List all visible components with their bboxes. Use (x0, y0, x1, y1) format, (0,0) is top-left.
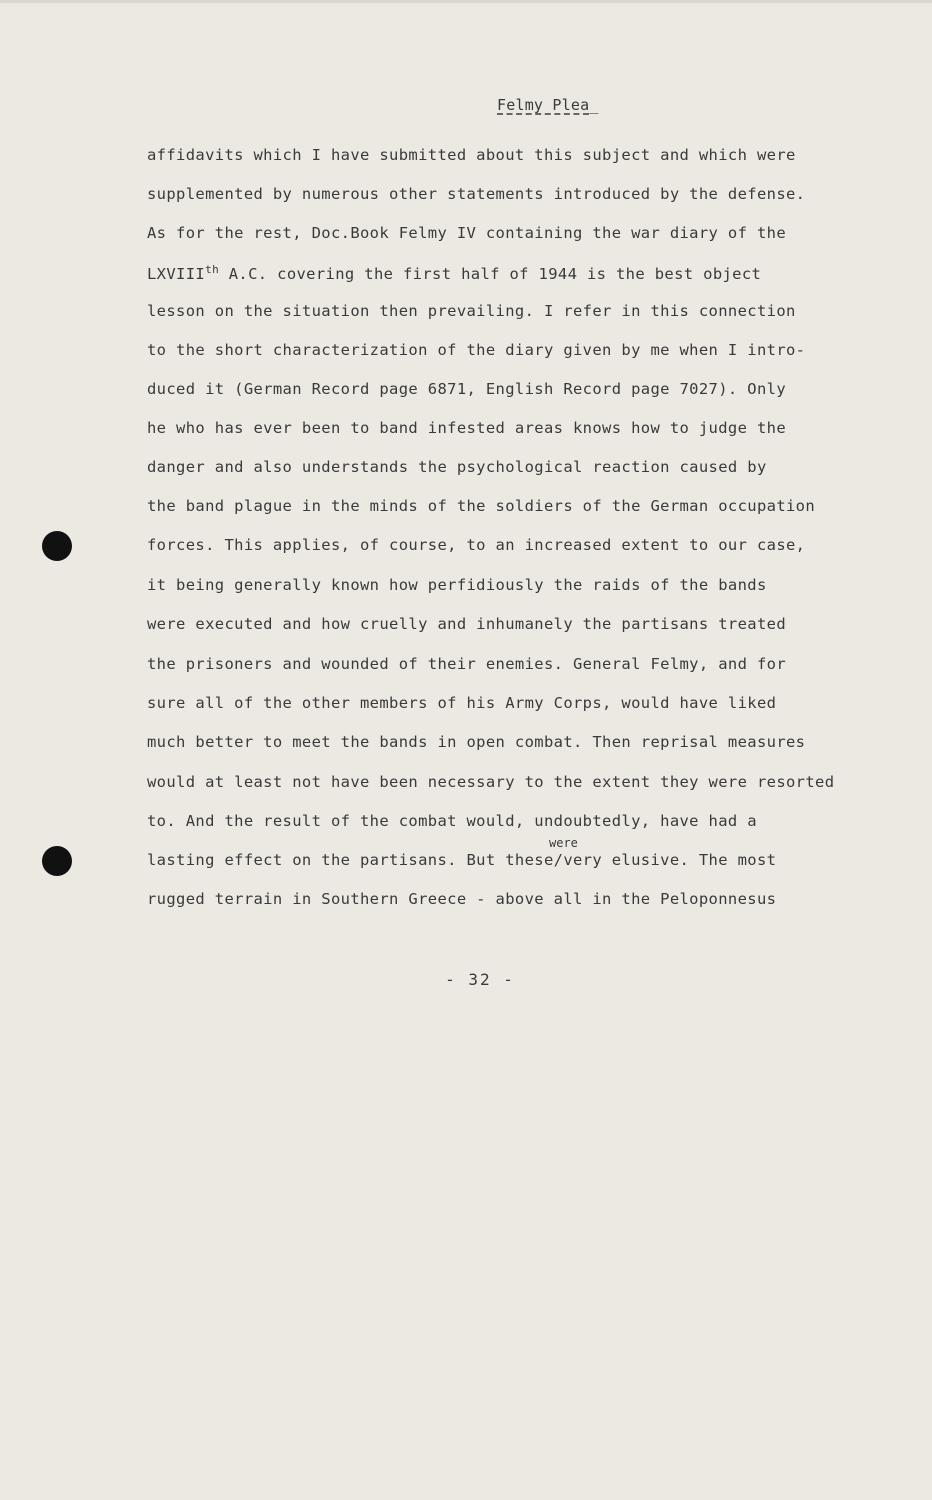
text-line: would at least not have been necessary to the extent they were resorted (147, 773, 835, 791)
page-number-text: - 32 - (445, 970, 515, 989)
text-line: sure all of the other members of his Army Corps, would have liked (147, 694, 777, 712)
page-number (0, 970, 932, 989)
header-suffix: _ (589, 96, 599, 114)
text-line (147, 263, 761, 283)
page-header (497, 96, 599, 114)
interlinear-insertion: were (549, 836, 578, 850)
text-segment: LXVIII (147, 265, 206, 284)
text-line: lasting effect on the partisans. But these/very elusive. The most (147, 851, 777, 869)
text-line: lesson on the situation then prevailing. I refer in this connection (147, 302, 796, 320)
text-line: forces. This applies, of course, to an increased extent to our case, (147, 536, 806, 554)
text-line: he who has ever been to band infested areas knows how to judge the (147, 419, 786, 437)
punch-hole (42, 531, 72, 561)
punch-hole (42, 846, 72, 876)
text-line: the band plague in the minds of the soldiers of the German occupation (147, 497, 816, 515)
header-title: Felmy Plea (497, 96, 590, 114)
text-line: the prisoners and wounded of their enemies. General Felmy, and for (147, 655, 786, 673)
text-line: were executed and how cruelly and inhumanely the partisans treated (147, 615, 786, 633)
text-segment: A.C. covering the first half of 1944 is the best object (219, 265, 762, 284)
text-line: to the short characterization of the diary given by me when I intro- (147, 341, 806, 359)
text-line: duced it (German Record page 6871, English Record page 7027). Only (147, 380, 786, 398)
superscript: th (205, 263, 220, 276)
page-top-edge (0, 0, 932, 3)
text-line: affidavits which I have submitted about this subject and which were (147, 146, 796, 164)
text-line: danger and also understands the psychological reaction caused by (147, 458, 767, 476)
text-line: to. And the result of the combat would, undoubtedly, have had a (147, 812, 757, 830)
text-line: As for the rest, Doc.Book Felmy IV containing the war diary of the (147, 224, 786, 242)
text-line: it being generally known how perfidiously the raids of the bands (147, 576, 767, 594)
text-line: supplemented by numerous other statements introduced by the defense. (147, 185, 806, 203)
text-line: much better to meet the bands in open combat. Then reprisal measures (147, 733, 806, 751)
text-line: rugged terrain in Southern Greece - above all in the Peloponnesus (147, 890, 777, 908)
